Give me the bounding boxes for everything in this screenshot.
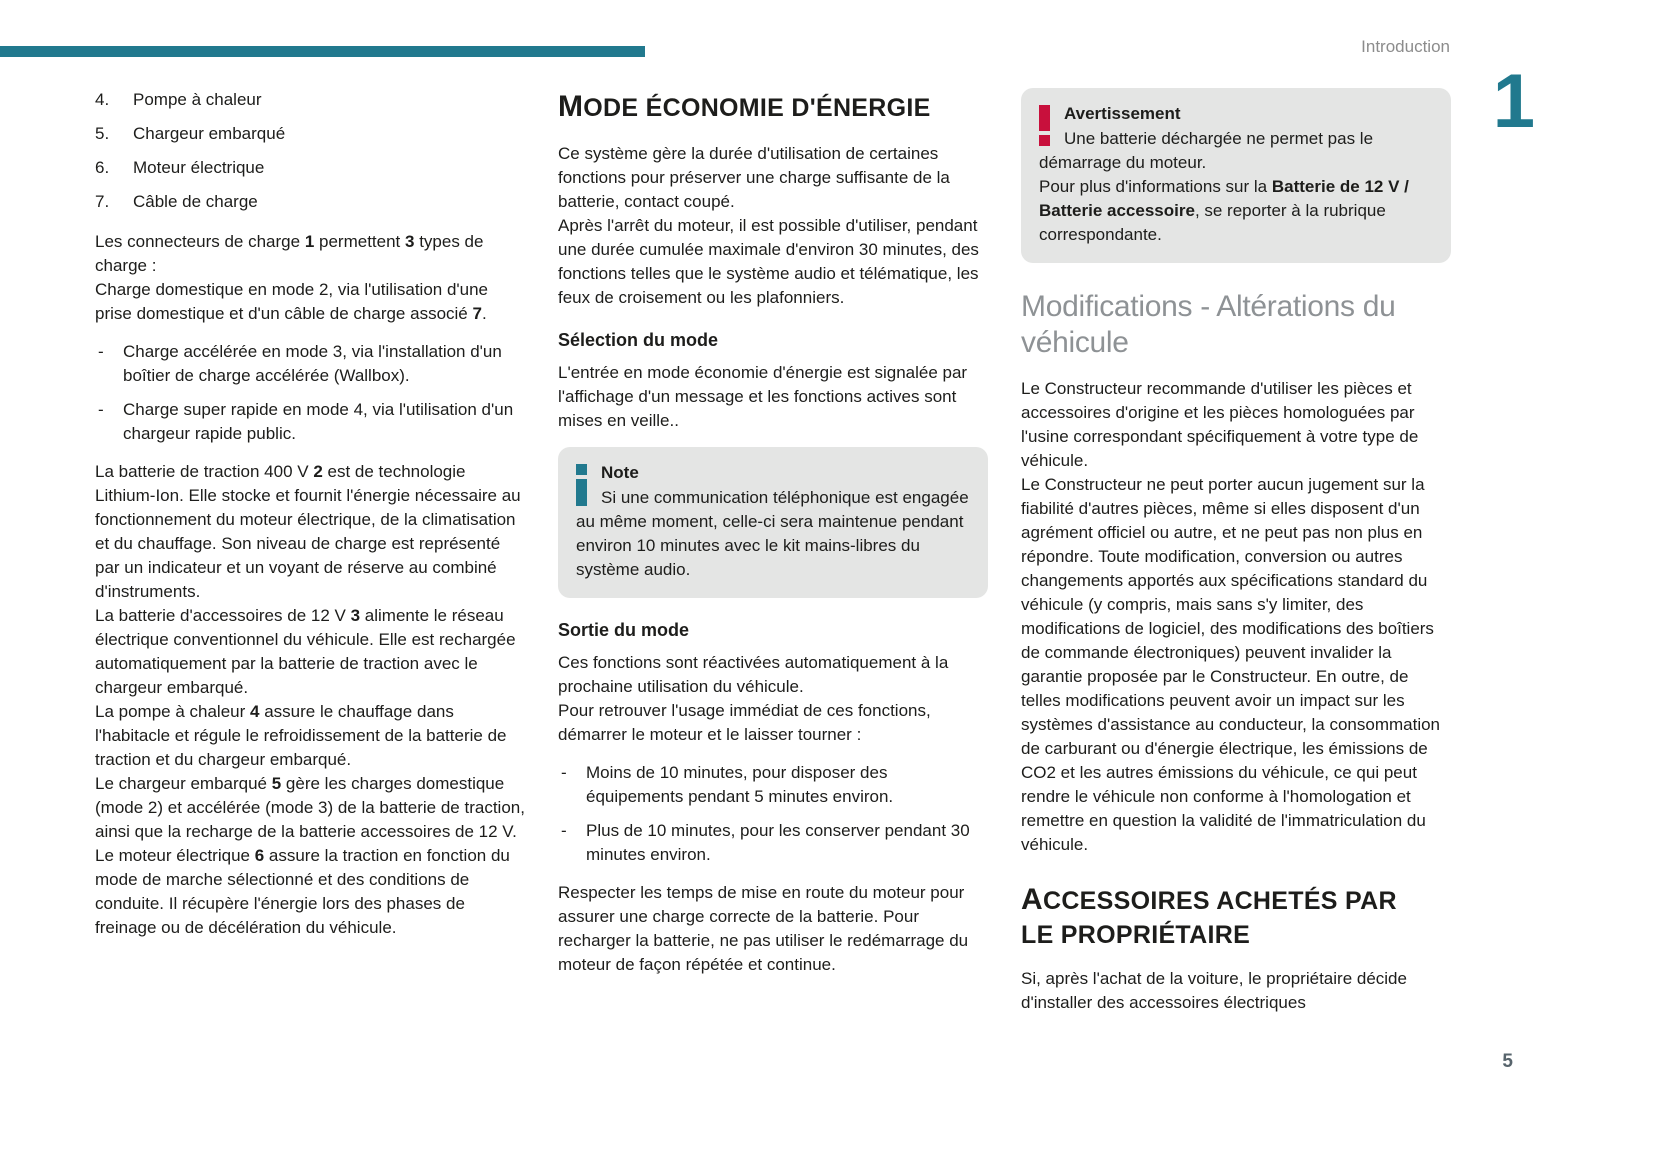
list-item-text: Charge super rapide en mode 4, via l'utilisation d'un chargeur rapide public. [123,400,514,443]
header-accent-bar [0,46,645,57]
note-body: Si une communication téléphonique est engagée au même moment, celle-ci sera maintenue pendant environ 10 minutes avec le kit mains-libres du système audio. [576,488,969,580]
legend-item-number: 5. [95,124,110,143]
paragraph-modifications: Le Constructeur recommande d'utiliser les pièces et accessoires d'origine et les pièces homologuées par l'usine correspondant spécifiquement à votre type de véhicule. Le Constructeur ne peut porter aucun jugement sur la fiabilité d'autres pièces, même si elles disposent d'un agrément officiel ou autre, et ne peut pas non plus en répondre. Toute modification, conversion ou autres changements apportés aux spécifications standard du véhicule (y compris, mais sans s'y limiter, des modifications de logiciel, des modifications des boîtiers de commande électroniques) peuvent invalider la garantie proposée par le Constructeur. En outre, de telles modifications peuvent avoir un impact sur les systèmes d'assistance au conducteur, la consommation de carburant ou d'énergie électrique, les émissions de CO2 et les autres émissions du véhicule, ce qui peut rendre le véhicule non conforme à l'homologation et remettre en question la validité de l'immatriculation du véhicule. [1021,379,1441,854]
legend-item-label: Pompe à chaleur [133,90,262,109]
info-icon [576,464,587,506]
chapter-number: 1 [1492,59,1535,144]
paragraph-mode-exit: Ces fonctions sont réactivées automatiquement à la prochaine utilisation du véhicule. Pour retrouver l'usage immédiat de ces fonctions, démarrer le moteur et le laisser tourner : [558,653,949,745]
paragraph-charge-connectors: Les connecteurs de charge 1 permettent 3 types de charge : Charge domestique en mode 2, via l'utilisation d'une prise domestique et d'un câble de charge associé 7. [95,232,489,323]
subheading-mode-selection: Sélection du mode [558,330,719,351]
paragraph-battery-components: La batterie de traction 400 V 2 est de technologie Lithium-Ion. Elle stocke et fournit l'énergie nécessaire au fonctionnement du moteur électrique, de la climatisation et du chauffage. Son niveau de charge est représenté par un indicateur et un voyant de réserve au combiné d'instruments. La batterie d'accessoires de 12 V 3 alimente le réseau électrique conventionnel du véhicule. Elle est rechargée automatiquement par la batterie de traction avec le chargeur embarqué. La pompe à chaleur 4 assure le chauffage dans l'habitacle et régule le refroidissement de la batterie de traction et du chargeur embarqué. Le chargeur embarqué 5 gère les charges domestique (mode 2) et accélérée (mode 3) de la batterie de traction, ainsi que la recharge de la batterie accessoires de 12 V. Le moteur électrique 6 assure la traction en fonction du mode de marche sélectionné et des conditions de conduite. Il récupère l'énergie lors des phases de freinage ou de décélération du véhicule. [95,462,525,937]
heading-energy-saving-mode: MODE ÉCONOMIE D'ÉNERGIE [558,90,931,123]
legend-item [95,122,525,146]
legend-list [95,88,525,214]
list-item [95,340,525,388]
warning-body: Une batterie déchargée ne permet pas le démarrage du moteur. Pour plus d'informations sur la Batterie de 12 V / Batterie accessoire, se reporter à la rubrique correspondante. [1039,129,1409,244]
paragraph-charging-advice: Respecter les temps de mise en route du moteur pour assurer une charge correcte de la batterie. Pour recharger la batterie, ne pas utiliser le redémarrage du moteur de façon répétée et continue. [558,883,969,975]
legend-item [95,156,525,180]
warning-icon [1039,105,1050,146]
dash-bullet: - [98,342,104,361]
list-item [558,761,988,809]
column-right [1021,86,1451,1029]
paragraph-energy-intro: Ce système gère la durée d'utilisation de certaines fonctions pour préserver une charge suffisante de la batterie, contact coupé. Après l'arrêt du moteur, il est possible d'utiliser, pendant une durée cumulée maximale d'environ 30 minutes, des fonctions telles que le système audio et télématique, les feux de croisement ou les plafonniers. [558,144,979,308]
list-item [95,398,525,446]
heading-owner-accessories: ACCESSOIRES ACHETÉS PAR LE PROPRIÉTAIRE [1021,883,1397,950]
dash-bullet: - [98,400,104,419]
paragraph-mode-selection: L'entrée en mode économie d'énergie est signalée par l'affichage d'un message et les fonctions actives sont mises en veille.. [558,363,968,431]
legend-item-label: Câble de charge [133,192,258,211]
list-item-text: Moins de 10 minutes, pour disposer des équipements pendant 5 minutes environ. [586,763,894,807]
engine-run-times-list [558,761,988,867]
warning-box [1021,88,1451,263]
legend-item-number: 7. [95,192,110,211]
page-number: 5 [1502,1051,1513,1072]
legend-item-label: Chargeur embarqué [133,124,286,143]
dash-bullet: - [561,821,567,841]
column-middle [558,86,988,1029]
column-left [95,86,525,1029]
warning-title: Avertissement [1064,104,1181,123]
paragraph-owner-accessories: Si, après l'achat de la voiture, le propriétaire décide d'installer des accessoires électriques [1021,969,1407,1013]
list-item [558,819,988,867]
subheading-mode-exit: Sortie du mode [558,620,690,641]
content-columns [95,86,1451,1029]
section-label: Introduction [1361,37,1450,56]
list-item-text: Plus de 10 minutes, pour les conserver pendant 30 minutes environ. [586,821,970,865]
heading-modifications: Modifications - Altérations du véhicule [1021,290,1396,359]
legend-item [95,190,525,214]
legend-item-number: 6. [95,158,110,177]
note-box [558,447,988,598]
note-title: Note [601,463,639,483]
charge-modes-list [95,340,525,446]
dash-bullet: - [561,763,567,783]
list-item-text: Charge accélérée en mode 3, via l'installation d'un boîtier de charge accélérée (Wallbox). [123,342,502,385]
legend-item [95,88,525,112]
legend-item-number: 4. [95,90,110,109]
legend-item-label: Moteur électrique [133,158,265,177]
